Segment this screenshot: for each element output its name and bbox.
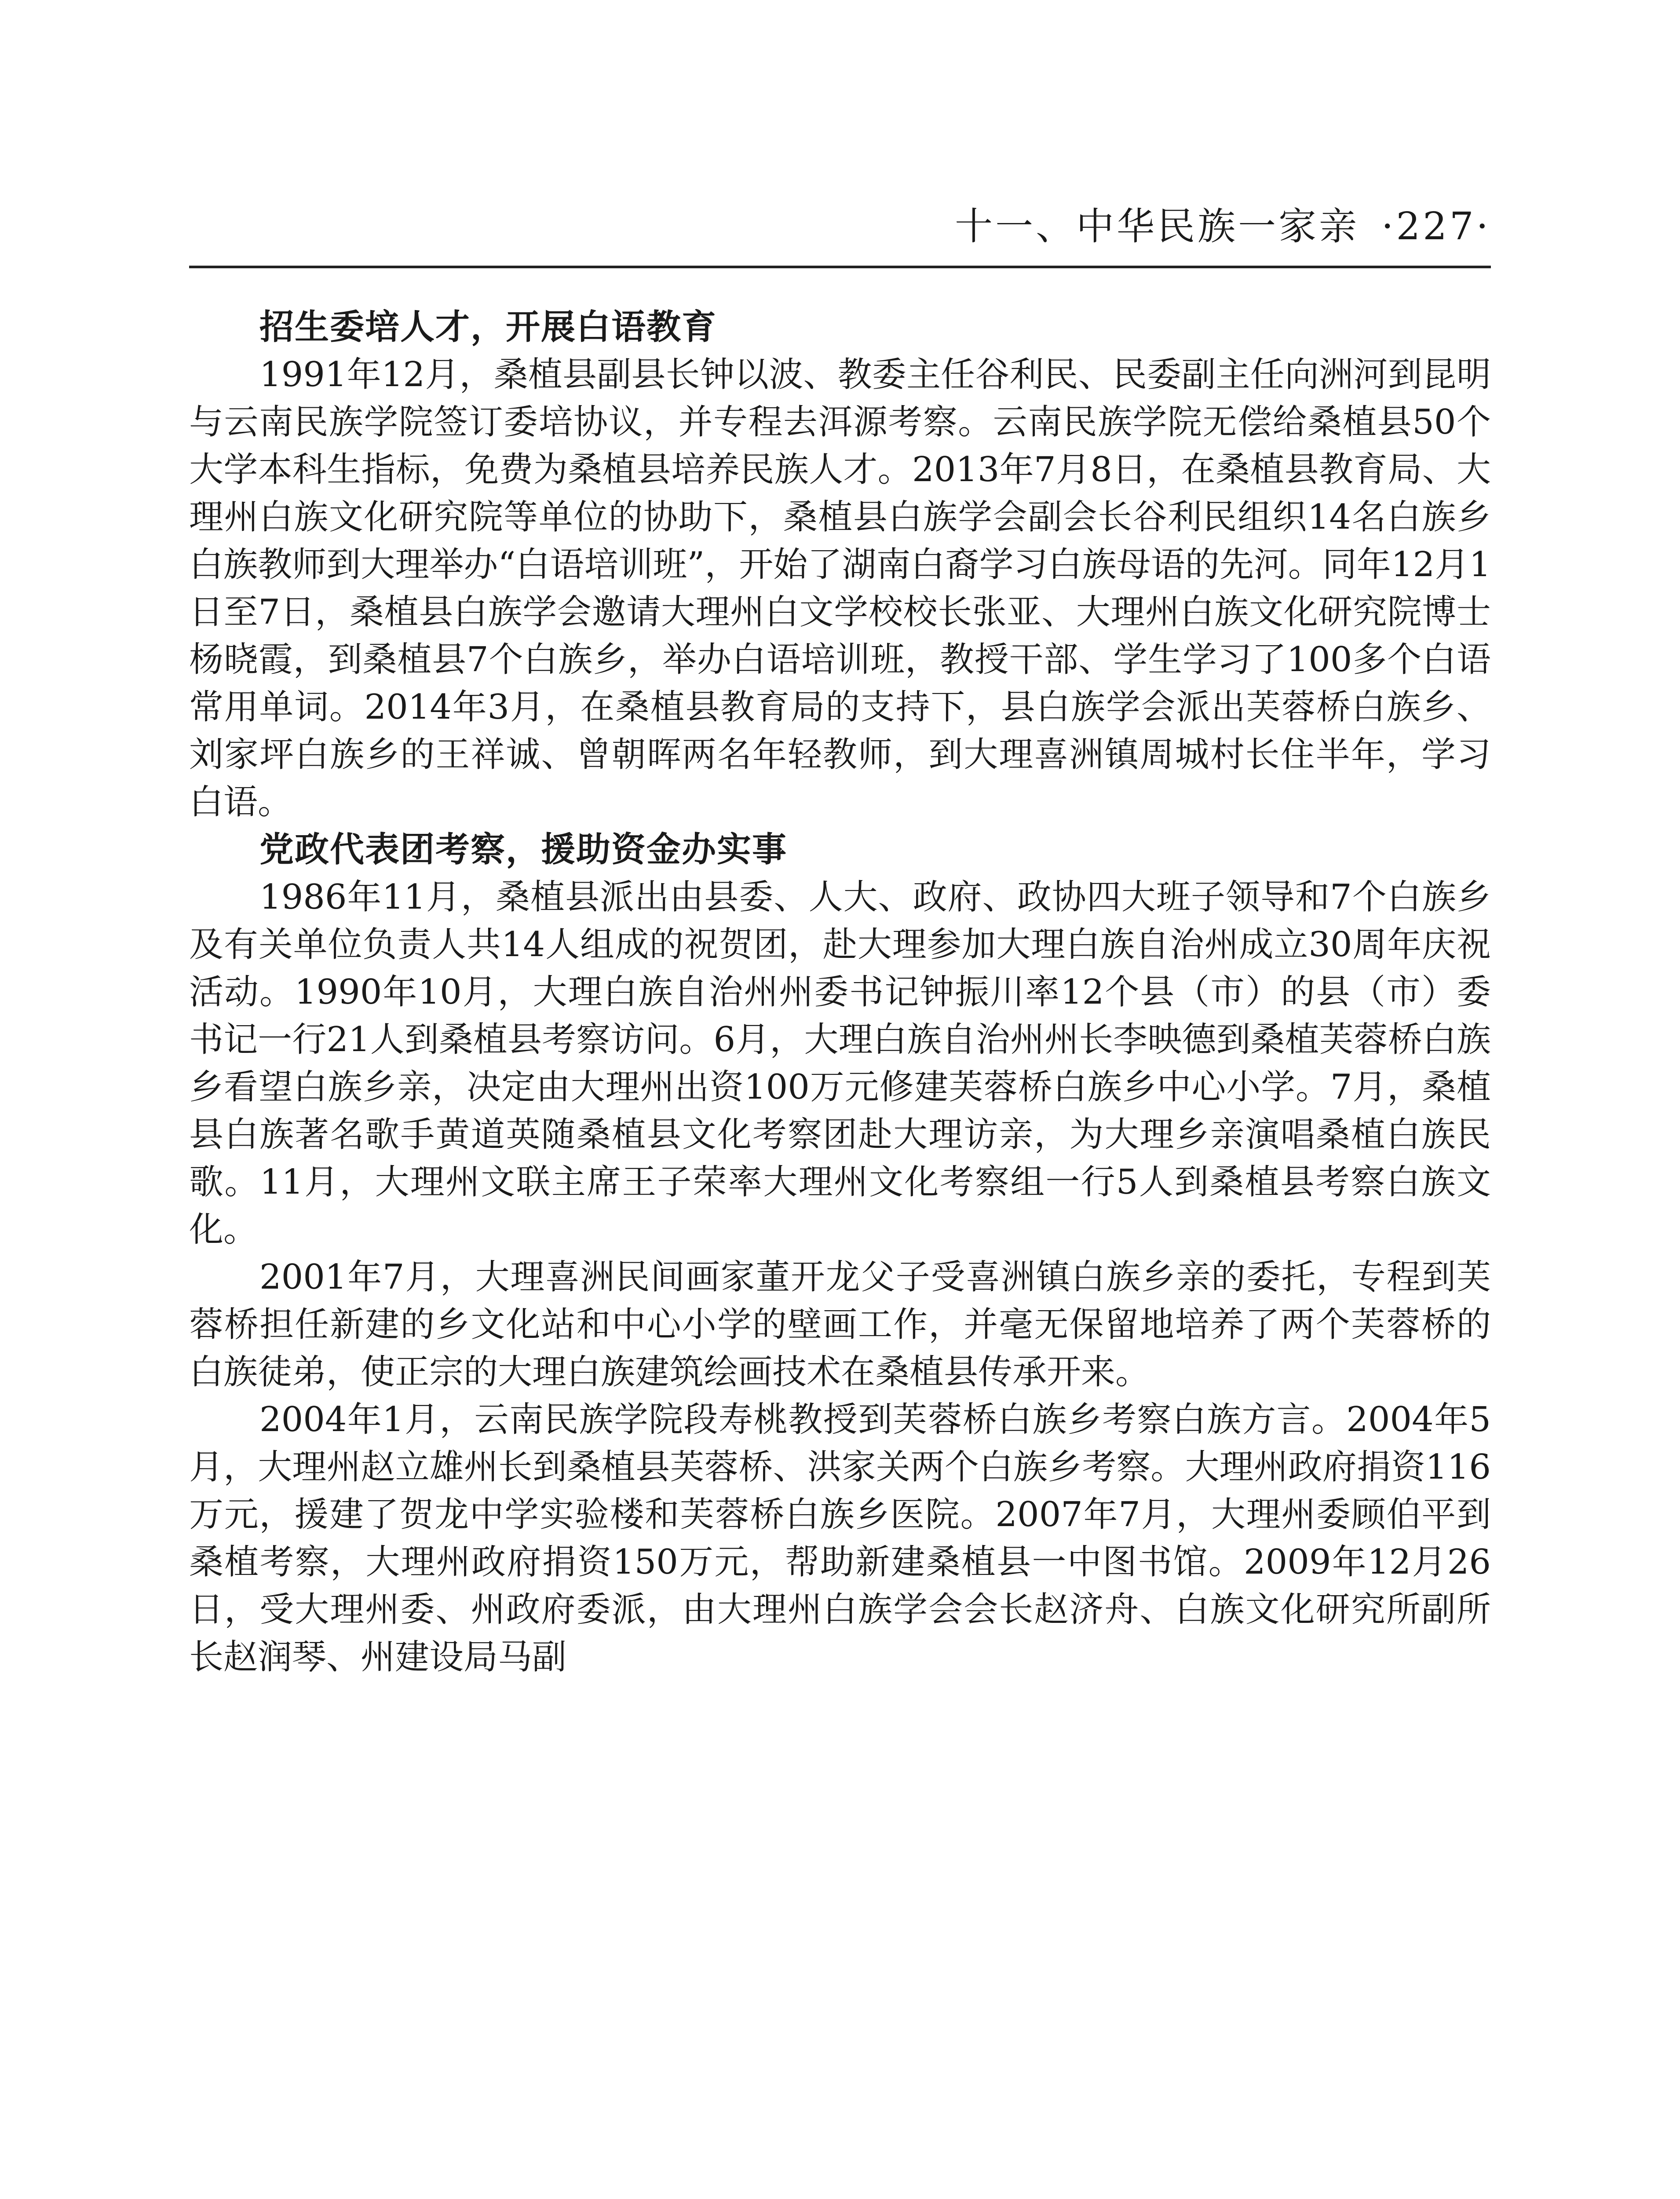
paragraph-education: 1991年12月，桑植县副县长钟以波、教委主任谷利民、民委副主任向洲河到昆明与云南民族学院签订委培协议，并专程去洱源考察。云南民族学院无偿给桑植县50个大学本科生指标，免费为桑植县培养民族人才。2013年7月8日，在桑植县教育局、大理州白族文化研究院等单位的协助下，桑植县白族学会副会长谷利民组织14名白族乡白族教师到大理举办“白语培训班”，开始了湖南白裔学习白族母语的先河。同年12月1日至7日，桑植县白族学会邀请大理州白文学校校长张亚、大理州白族文化研究院博士杨晓霞，到桑植县7个白族乡，举办白语培训班，教授干部、学生学习了100多个白语常用单词。2014年3月，在桑植县教育局的支持下，县白族学会派出芙蓉桥白族乡、刘家坪白族乡的王祥诚、曾朝晖两名年轻教师，到大理喜洲镇周城村长住半年，学习白语。 bbox=[189, 355, 1491, 822]
section-heading-education: 招生委培人才，开展白语教育 bbox=[259, 307, 717, 347]
paragraph-delegation-2004: 2004年1月，云南民族学院段寿桃教授到芙蓉桥白族乡考察白族方言。2004年5月，大理州赵立雄州长到桑植县芙蓉桥、洪家关两个白族乡考察。大理州政府捐资116万元，援建了贺龙中学实验楼和芙蓉桥白族乡医院。2007年7月，大理州委顾伯平到桑植考察，大理州政府捐资150万元，帮助新建桑植县一中图书馆。2009年12月26日，受大理州委、州政府委派，由大理州白族学会会长赵济舟、白族文化研究所副所长赵润琴、州建设局马副 bbox=[189, 1400, 1491, 1677]
running-header bbox=[189, 198, 1491, 255]
body-text bbox=[189, 303, 1491, 1681]
header-rule bbox=[189, 266, 1491, 268]
paragraph-delegation-2001: 2001年7月，大理喜洲民间画家董开龙父子受喜洲镇白族乡亲的委托，专程到芙蓉桥担任新建的乡文化站和中心小学的壁画工作，并毫无保留地培养了两个芙蓉桥的白族徒弟，使正宗的大理白族建筑绘画技术在桑植县传承开来。 bbox=[189, 1257, 1491, 1392]
section-heading-delegation: 党政代表团考察，援助资金办实事 bbox=[259, 830, 788, 869]
paragraph-delegation-1986: 1986年11月，桑植县派出由县委、人大、政府、政协四大班子领导和7个白族乡及有关单位负责人共14人组成的祝贺团，赴大理参加大理白族自治州成立30周年庆祝活动。1990年10月，大理白族自治州州委书记钟振川率12个县（市）的县（市）委书记一行21人到桑植县考察访问。6月，大理白族自治州州长李映德到桑植芙蓉桥白族乡看望白族乡亲，决定由大理州出资100万元修建芙蓉桥白族乡中心小学。7月，桑植县白族著名歌手黄道英随桑植县文化考察团赴大理访亲，为大理乡亲演唱桑植白族民歌。11月，大理州文联主席王子荣率大理州文化考察组一行5人到桑植县考察白族文化。 bbox=[189, 877, 1491, 1249]
page-number: ·227· bbox=[1381, 205, 1491, 248]
chapter-title: 十一、中华民族一家亲 bbox=[955, 205, 1360, 248]
